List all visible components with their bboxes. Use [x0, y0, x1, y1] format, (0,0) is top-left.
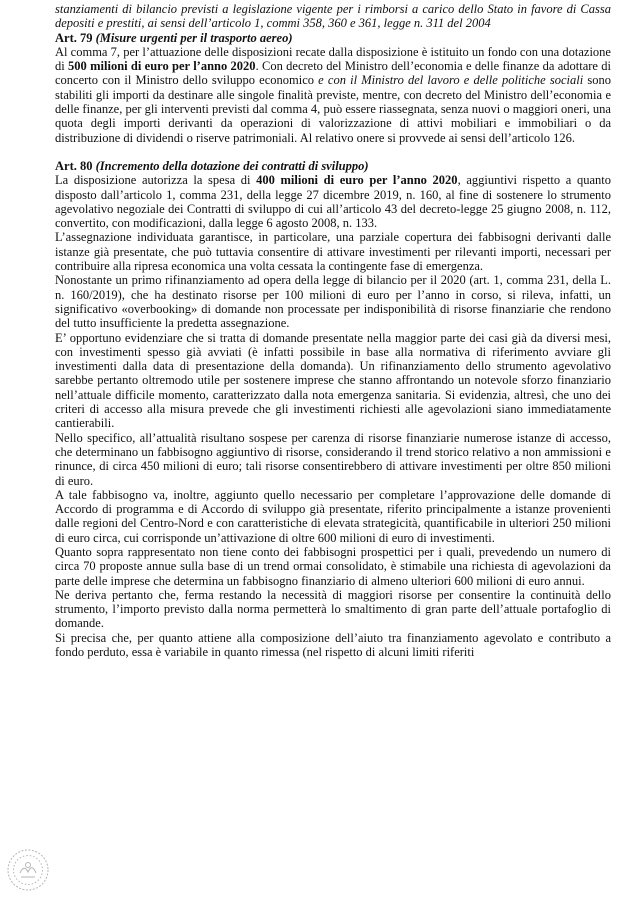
article-80-paragraph-6: A tale fabbisogno va, inoltre, aggiunto quello necessario per completare l’approvazione delle domande di Accordo di programma e di Accordo di sviluppo già presentate, riferito principalmente a istanze provenienti dalle regioni del Centro-Nord e con caratteristiche di elevata strategicità, quantificabile in ulteriori 250 milioni di euro circa, cui corrisponde un’attivazione di oltre 600 milioni di euro di investimenti.: [55, 487, 611, 545]
art79-text-a: Al comma 7, per l’attuazione delle disposizioni recate dalla disposizione è istituito un fondo con una dotazione di: [55, 44, 611, 74]
article-80-heading: [55, 159, 611, 173]
article-80-paragraph-8: Ne deriva pertanto che, ferma restando la necessità di maggiori risorse per consentire la continuità dello strumento, l’importo previsto dalla norma permetterà lo smaltimento di gran parte dell’attuale portafoglio di domande.: [55, 587, 611, 631]
art79-text-c: . Con decreto del Ministro dell’economia e delle finanze da adottare di concerto con il Ministro dello sviluppo economico: [55, 59, 611, 88]
article-80-paragraph-3: Nonostante un primo rifinanziamento ad opera della legge di bilancio per il 2020 (art. 1, comma 231, della L. n. 160/2019), che ha destinato risorse per 100 milioni di euro per l’anno in corso, si rileva, infatti, un significativo «overbooking» di domande non processate per indisponibilità di risorse finanziarie che rendono del tutto insufficiente la predetta assegnazione.: [55, 273, 611, 331]
article-79-paragraph: [55, 45, 611, 145]
article-80-title: (Incremento della dotazione dei contratti di sviluppo): [95, 158, 369, 173]
article-80-paragraph-7: Quanto sopra rappresentato non tiene conto dei fabbisogni prospettici per i quali, prevedendo un numero di circa 70 proposte annue sulla base di un trend ormai consolidato, è stimabile una richiesta di agevolazioni da parte delle imprese che determina un fabbisogno finanziario di almeno ulteriori 600 milioni di euro annui.: [55, 544, 611, 588]
article-80-paragraph-4: E’ opportuno evidenziare che si tratta di domande presentate nella maggior parte dei casi già da diversi mesi, con investimenti spesso già avviati (è infatti possibile in base alla normativa di riferimento avviare gli investimenti dalla data di presentazione della domanda). Un rifinanziamento dello strumento agevolativo sarebbe pertanto oltremodo utile per sostenere imprese che stanno affrontando un notevole sforzo finanziario nell’attuale difficile momento, caratterizzato dalla nota emergenza sanitaria. Si evidenzia, altresì, che uno dei criteri di accesso alla misura prevede che gli investimenti richiesti alle agevolazioni siano immediatamente cantierabili.: [55, 330, 611, 431]
article-79-heading: [55, 31, 611, 45]
article-79-number: Art. 79: [55, 30, 93, 45]
art79-amount: 500 milioni di euro per l’anno 2020: [68, 59, 256, 74]
art80-text-a: La disposizione autorizza la spesa di: [55, 173, 257, 188]
section-gap: [55, 145, 611, 159]
art80-amount: 400 milioni di euro per l’anno 2020: [256, 173, 458, 188]
article-80-number: Art. 80: [55, 158, 93, 173]
article-80-paragraph-9: Si precisa che, per quanto attiene alla composizione dell’aiuto tra finanziamento agevolato e contributo a fondo perduto, essa è variabile in quanto rimessa (nel rispetto di alcuni limiti riferiti: [55, 630, 611, 660]
art79-text-e: sono stabiliti gli importi da destinare alle singole finalità previste, mentre, con decreto del Ministro dell’economia e delle finanze, per gli interventi previsti dal comma 4, può essere riassegnata, senza nuovi o maggiori oneri, una quota degli importi derivanti da operazioni di valorizzazione di attivi mobiliari e immobiliari o da distribuzione di dividendi o riserve patrimoniali. Al relativo onere si provvede ai sensi dell’articolo 126.: [55, 73, 611, 145]
intro-continuation: stanziamenti di bilancio previsti a legislazione vigente per i rimborsi a carico dello Stato in favore di Cassa depositi e prestiti, ai sensi dell’articolo 1, commi 358, 360 e 361, legge n. 311 del 2004: [55, 2, 611, 31]
article-79-title: (Misure urgenti per il trasporto aereo): [95, 30, 293, 45]
official-stamp-icon: [6, 847, 50, 893]
art79-italic-insert: e con il Ministro del lavoro e delle politiche sociali: [318, 73, 584, 88]
article-80-paragraph-1: [55, 173, 611, 230]
article-80-paragraph-2: L’assegnazione individuata garantisce, in particolare, una parziale copertura dei fabbisogni derivanti dalle istanze già presentate, che può tuttavia consentire di attivare investimenti per rilevanti importi, necessari per contribuire alla ripresa economica una volta cessata la contingente fase di emergenza.: [55, 230, 611, 274]
article-80-paragraph-5: Nello specifico, all’attualità risultano sospese per carenza di risorse finanziarie numerose istanze di accesso, che determinano un fabbisogno aggiuntivo di risorse, considerando il trend storico relativo a non ammissioni e rinunce, di circa 450 milioni di euro; tali risorse consentirebbero di attivare investimenti per oltre 850 milioni di euro.: [55, 430, 611, 488]
document-page: [55, 2, 611, 659]
art80-text-c: , aggiuntivi rispetto a quanto disposto dall’articolo 1, comma 231, della legge 27 dicembre 2019, n. 160, al fine di sostenere lo strumento agevolativo negoziale dei Contratti di sviluppo di cui all’articolo 43 del decreto-legge 25 giugno 2008, n. 112, convertito, con modificazioni, dalla legge 6 agosto 2008, n. 133.: [55, 173, 611, 231]
